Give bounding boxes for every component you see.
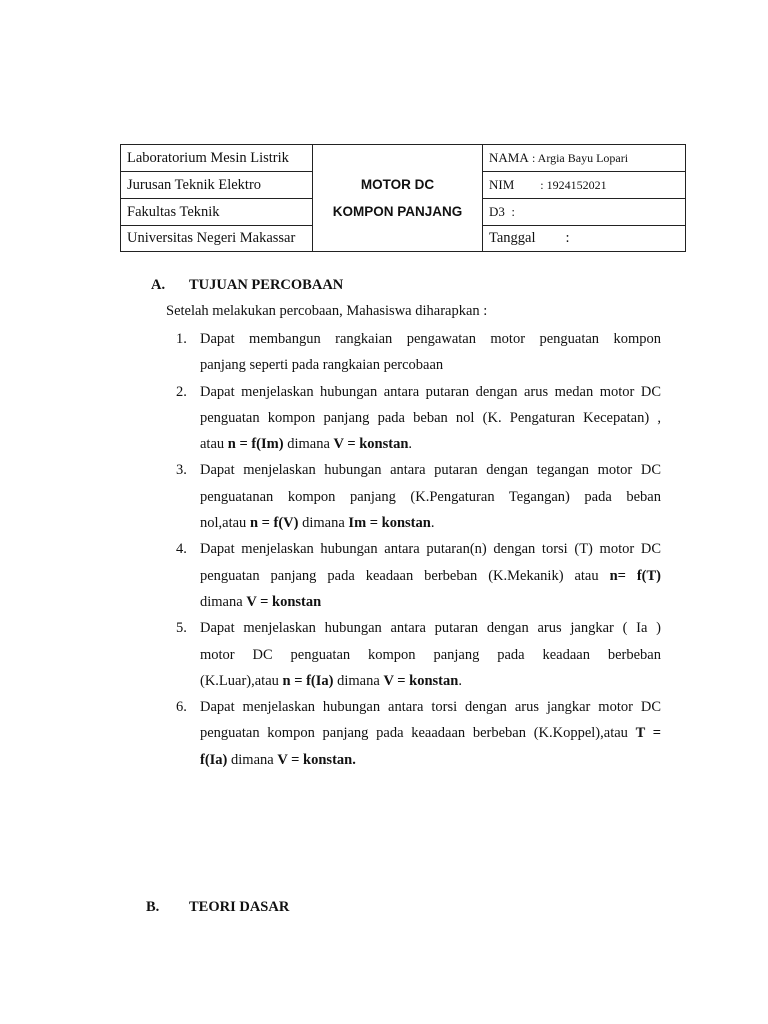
header-table <box>120 144 686 252</box>
item-line: Dapat membangun rangkaian pengawatan motor penguatan kompon <box>200 331 661 347</box>
objectives-list <box>176 326 661 773</box>
formula: T = <box>635 725 662 742</box>
formula: V = konstan. <box>277 751 356 768</box>
item-line <box>200 668 661 694</box>
formula: n = f(Ia) <box>282 672 334 689</box>
text-run: dimana <box>200 593 247 610</box>
text-run: penguatan panjang pada keadaan berbeban (K.Mekanik) atau <box>200 567 610 584</box>
section-a-number: A. <box>151 277 166 293</box>
section-b-number: B. <box>146 899 160 915</box>
formula: V = konstan <box>333 436 409 453</box>
header-title-line1: MOTOR DC <box>360 177 435 192</box>
nama-label: NAMA <box>489 150 529 165</box>
nama-value: : Argia Bayu Lopari <box>531 151 629 165</box>
section-b-heading <box>146 899 289 916</box>
text-run: atau <box>200 436 228 453</box>
item-line <box>200 431 661 457</box>
item-line: Dapat menjelaskan hubungan antara putaran dengan tegangan motor DC <box>200 462 661 479</box>
item-line: motor DC penguatan kompon panjang pada keadaan berbeban <box>200 646 661 663</box>
header-nim <box>483 172 686 199</box>
item-line <box>200 510 661 536</box>
text-run: penguatan kompon panjang pada keaadaan berbeban (K.Koppel),atau <box>200 725 636 742</box>
header-d3 <box>483 199 686 226</box>
item-line: Dapat menjelaskan hubungan antara torsi dengan arus jangkar motor DC <box>200 699 661 716</box>
header-title <box>313 145 483 252</box>
formula: n = f(Im) <box>227 436 284 453</box>
list-item <box>176 615 661 694</box>
formula: n= f(T) <box>609 567 662 584</box>
d3-value: : <box>511 204 516 219</box>
item-number: 2. <box>176 383 187 400</box>
list-item <box>176 457 661 536</box>
item-line: Dapat menjelaskan hubungan antara putaran dengan arus medan motor DC <box>200 383 661 400</box>
item-number: 4. <box>176 541 187 558</box>
item-line: Dapat menjelaskan hubungan antara putaran(n) dengan torsi (T) motor DC <box>200 541 661 558</box>
text-run: dimana <box>298 515 349 532</box>
formula: f(Ia) <box>200 751 228 768</box>
item-line <box>200 563 661 589</box>
formula: V = konstan <box>246 593 322 610</box>
section-a-title: TUJUAN PERCOBAAN <box>189 277 344 293</box>
text-run: . <box>408 436 413 453</box>
d3-label: D3 <box>489 204 505 219</box>
text-run: . <box>458 672 462 689</box>
list-item <box>176 694 661 773</box>
header-tanggal <box>483 226 686 252</box>
nim-label: NIM <box>489 177 515 192</box>
tanggal-value: : <box>565 230 570 246</box>
item-line <box>200 589 661 615</box>
text-run: dimana <box>333 672 384 689</box>
header-fakultas: Fakultas Teknik <box>121 199 313 226</box>
item-number: 5. <box>176 620 187 637</box>
section-a-intro: Setelah melakukan percobaan, Mahasiswa diharapkan : <box>166 303 488 319</box>
item-line: penguatan kompon panjang pada beban nol (K. Pengaturan Kecepatan) , <box>200 409 661 426</box>
header-nama <box>483 145 686 172</box>
formula: n = f(V) <box>249 515 299 532</box>
header-lab: Laboratorium Mesin Listrik <box>121 145 313 172</box>
item-line: penguatanan kompon panjang (K.Pengaturan Tegangan) pada beban <box>200 488 661 505</box>
section-b-title: TEORI DASAR <box>189 899 290 915</box>
item-line <box>200 747 661 773</box>
item-number: 3. <box>176 462 187 479</box>
list-item <box>176 379 661 458</box>
text-run: . <box>430 515 435 532</box>
item-number: 6. <box>176 699 187 716</box>
tanggal-label: Tanggal <box>489 230 536 246</box>
item-line: Dapat menjelaskan hubungan antara putaran dengan arus jangkar ( Ia ) <box>200 620 661 637</box>
header-universitas: Universitas Negeri Makassar <box>121 226 313 252</box>
formula: Im = konstan <box>348 515 431 532</box>
formula: V = konstan <box>383 672 459 689</box>
section-a-heading <box>151 277 343 294</box>
header-jurusan: Jurusan Teknik Elektro <box>121 172 313 199</box>
list-item <box>176 326 661 379</box>
text-run: (K.Luar),atau <box>200 672 283 689</box>
item-line <box>200 720 661 746</box>
item-line: panjang seperti pada rangkaian percobaan <box>200 357 444 374</box>
list-item <box>176 536 661 615</box>
item-number: 1. <box>176 331 187 347</box>
text-run: dimana <box>227 751 278 768</box>
header-title-line2: KOMPON PANJANG <box>332 204 463 219</box>
text-run: dimana <box>283 436 334 453</box>
nim-value: : 1924152021 <box>540 178 607 192</box>
text-run: nol,atau <box>200 515 250 532</box>
